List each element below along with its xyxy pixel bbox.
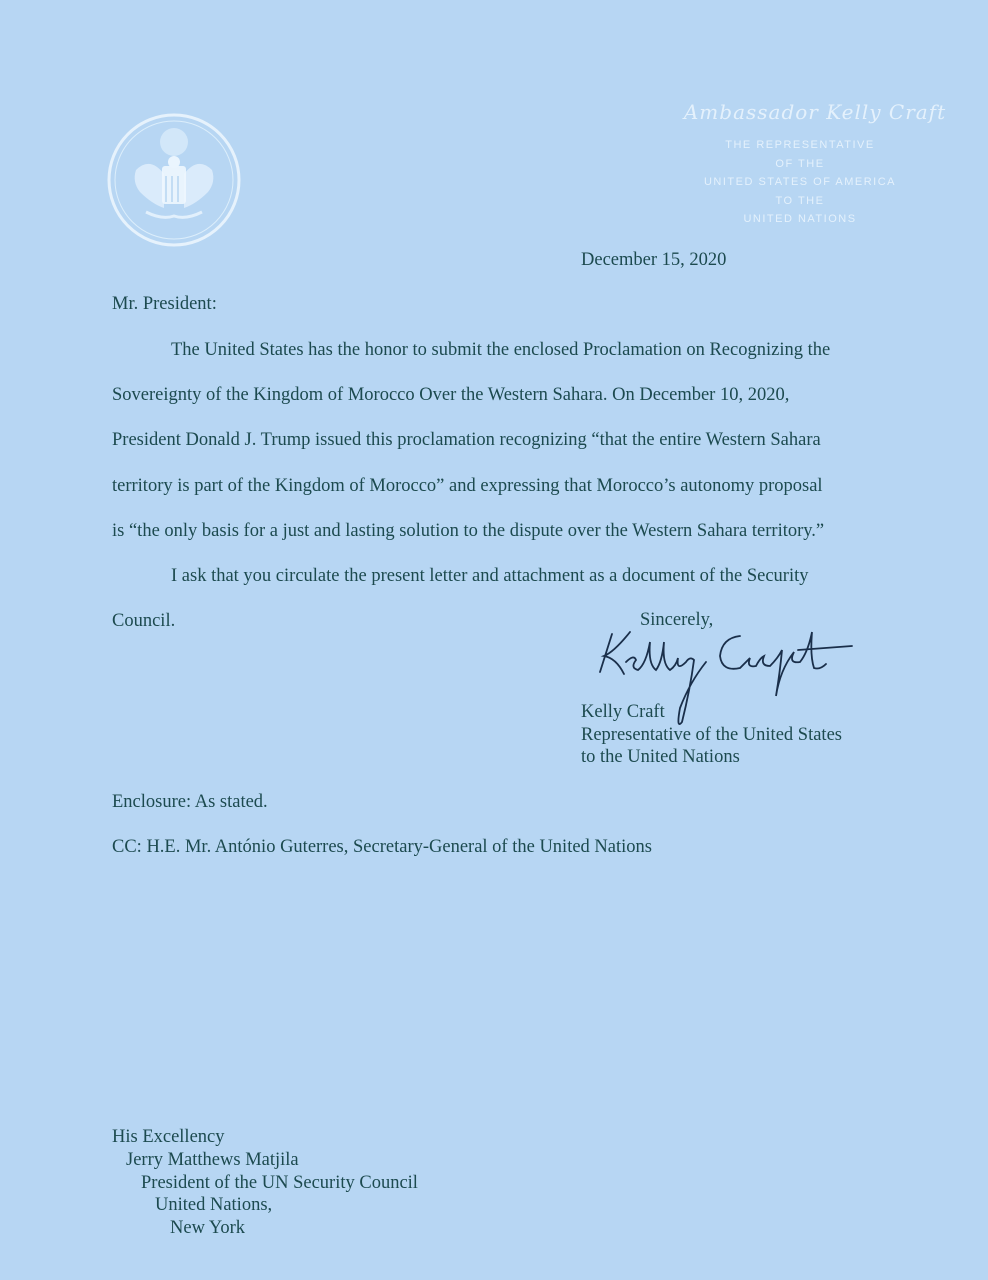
addressee-line: Jerry Matthews Matjila [126, 1150, 299, 1170]
paragraph1-line: Sovereignty of the Kingdom of Morocco Over the Western Sahara. On December 10, 2020, [112, 385, 790, 405]
paragraph2-line: Council. [112, 611, 176, 631]
letterhead-line: UNITED STATES OF AMERICA [703, 176, 897, 188]
signer-title: to the United Nations [581, 747, 740, 767]
paragraph1-line: is “the only basis for a just and lasting solution to the dispute over the Western Sahara territory.” [112, 521, 825, 541]
letterhead-name: Ambassador Kelly Craft [683, 100, 947, 124]
signer-name: Kelly Craft [581, 702, 665, 722]
letterhead-line: OF THE [775, 157, 825, 170]
addressee-line: President of the UN Security Council [141, 1173, 418, 1193]
paragraph1-line: territory is part of the Kingdom of Morocco” and expressing that Morocco’s autonomy proposal [112, 476, 823, 496]
paragraph2-line: I ask that you circulate the present letter and attachment as a document of the Security [171, 566, 809, 586]
signer-title: Representative of the United States [581, 725, 842, 745]
paragraph1-line: The United States has the honor to submit the enclosed Proclamation on Recognizing the [171, 340, 831, 360]
salutation: Mr. President: [112, 294, 217, 314]
addressee-line: His Excellency [112, 1127, 225, 1147]
addressee-line: New York [170, 1218, 246, 1238]
enclosure-note: Enclosure: As stated. [112, 792, 268, 812]
cc-line: CC: H.E. Mr. António Guterres, Secretary-General of the United Nations [112, 837, 652, 857]
great-seal-icon [106, 112, 242, 248]
addressee-line: United Nations, [155, 1195, 273, 1215]
closing: Sincerely, [640, 610, 714, 630]
letterhead [650, 100, 950, 229]
letterhead-line: THE REPRESENTATIVE [725, 139, 875, 151]
letterhead-line: UNITED NATIONS [743, 213, 857, 225]
paragraph1-line: President Donald J. Trump issued this proclamation recognizing “that the entire Western Sahara [112, 430, 821, 450]
letter-date: December 15, 2020 [581, 250, 727, 270]
letterhead-line: TO THE [775, 194, 825, 207]
